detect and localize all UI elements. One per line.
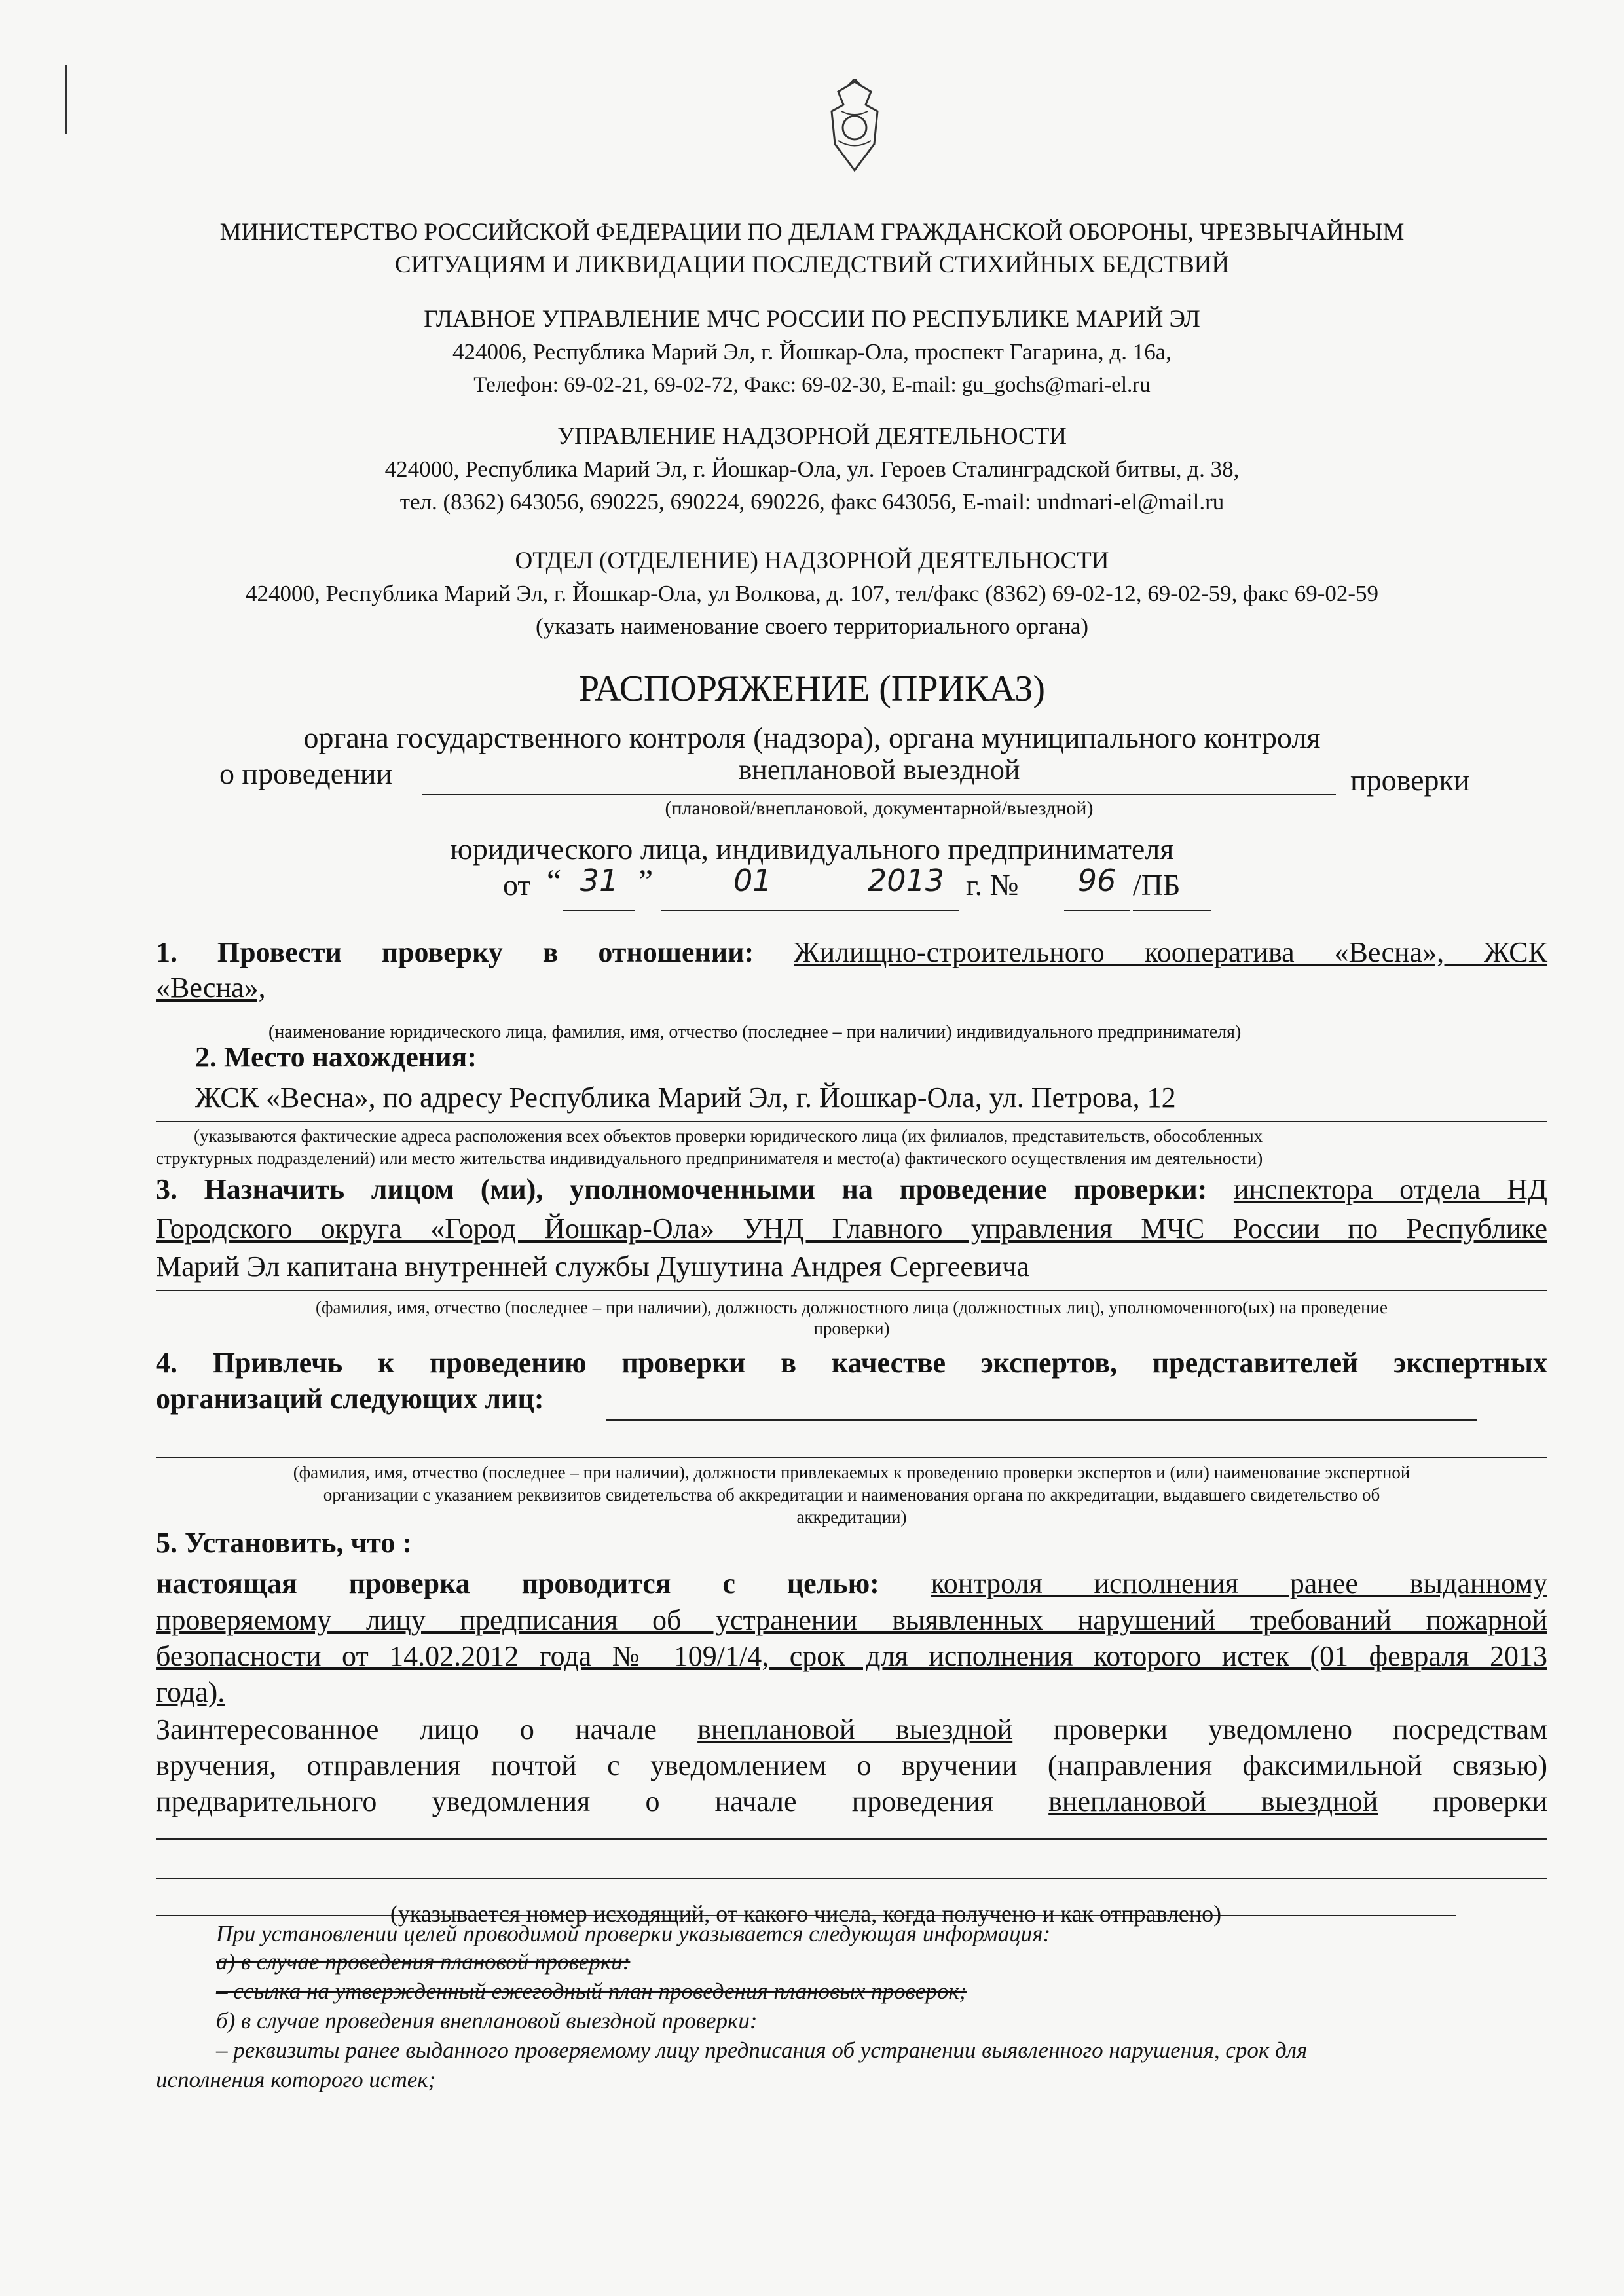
coat-of-arms-emblem [819,79,891,177]
ministry-name [79,216,1545,282]
section-4-hint-line-1: (фамилия, имя, отчество (последнее – при наличии), должности привлекаемых к проведению проверки экспертов и (или) наименование экспертной [293,1463,1411,1482]
section-3-line-1 [156,1172,1547,1207]
section-5-notice-line-1 [156,1712,1547,1747]
section-4-hint-line-3: аккредитации) [796,1507,907,1527]
section-3-value-line-1: инспектора отдела НД [1233,1173,1547,1205]
instructions-line-2: а) в случае проведения плановой проверки: [216,1949,631,1975]
section-3-hint-line-2: проверки) [813,1319,890,1338]
date-day[interactable]: 31 [580,863,619,898]
section-5-purpose-line-3: безопасности от 14.02.2012 года № 109/1/4, срок для исполнения которого истек (01 февраля 2013 [156,1640,1547,1672]
notice-line-3-b: внеплановой выездной [1048,1785,1378,1817]
notice-underline-1 [156,1838,1547,1840]
title-line-4: юридического лица, индивидуального предпринимателя [450,832,1174,866]
order-number[interactable]: 96 [1077,863,1116,898]
date-year[interactable]: 2013 [868,863,945,898]
ond-block [79,545,1545,643]
notice-underline-2 [156,1878,1547,1879]
section-3-label: 3. Назначить лицом (ми), уполномоченными на проведение проверки: [156,1173,1208,1205]
check-type-underline [422,794,1336,795]
section-5-purpose-value-1: контроля исполнения ранее выданному [931,1567,1547,1599]
instructions-line-6: исполнения которого истек; [156,2067,436,2092]
section-5-notice-hint: (указывается номер исходящий, от какого числа, когда получено и как отправлено) [390,1901,1222,1927]
number-suffix: /ПБ [1133,868,1181,902]
section-5-notice-line-3 [156,1784,1547,1819]
section-1-label: 1. Провести проверку в отношении: [156,936,754,968]
section-3-hint-line-1: (фамилия, имя, отчество (последнее – при наличии), должность должностного лица (должностных лиц), уполномоченного(ых) на проведение [316,1298,1388,1317]
gu-contacts: Телефон: 69-02-21, 69-02-72, Факс: 69-02-30, E-mail: gu_gochs@mari-el.ru [473,373,1151,397]
section-1-value-line-2: «Весна», [156,972,266,1004]
title-line-3-suffix: проверки [1350,763,1470,797]
ond-title: ОТДЕЛ (ОТДЕЛЕНИЕ) НАДЗОРНОЙ ДЕЯТЕЛЬНОСТИ [515,547,1109,574]
section-2-value: ЖСК «Весна», по адресу Республика Марий Эл, г. Йошкар-Ола, ул. Петрова, 12 [195,1082,1176,1114]
date-day-underline [563,910,635,911]
section-5-purpose-label: настоящая проверка проводится с целью: [156,1567,879,1599]
und-address: 424000, Республика Марий Эл, г. Йошкар-Ола, ул. Героев Сталинградской битвы, д. 38, [384,456,1240,482]
date-open-quote: “ [547,862,562,899]
notice-line-3-a: предварительного уведомления о начале проведения [156,1785,993,1817]
section-5-purpose-line-2: проверяемому лицу предписания об устранении выявленных нарушений требований пожарной [156,1604,1547,1636]
section-4-label-line-1: 4. Привлечь к проведению проверки в качестве экспертов, представителей экспертных [156,1347,1547,1379]
document-title: РАСПОРЯЖЕНИЕ (ПРИКАЗ) [578,668,1046,709]
date-month-year-underline [661,910,959,911]
und-contacts: тел. (8362) 643056, 690225, 690224, 690226, факс 643056, E-mail: undmari-el@mail.ru [399,489,1225,515]
section-2-hint-line-1: (указываются фактические адреса расположения всех объектов проверки юридического лица (их филиалов, представительств, обособленных [194,1126,1263,1146]
section-5-notice-line-2: вручения, отправления почтой с уведомлением о вручении (направления факсимильной связью) [156,1749,1547,1781]
section-4-underline-2 [156,1457,1547,1458]
section-1-line-1 [156,935,1547,970]
margin-mark [65,65,67,134]
section-3-underline [156,1290,1547,1291]
section-3-value-line-3: Марий Эл капитана внутренней службы Душутина Андрея Сергеевича [156,1250,1029,1283]
check-type-value[interactable]: внеплановой выездной [738,754,1020,786]
section-3-value-line-2: Городского округа «Город Йошкар-Ола» УНД Главного управления МЧС России по Республике [156,1212,1547,1245]
title-line-2: органа государственного контроля (надзора), органа муниципального контроля [303,721,1321,754]
section-2-hint-line-2: структурных подразделений) или место жительства индивидуального предпринимателя и место(а) фактического осуществления им деятельности) [156,1148,1263,1168]
gu-address: 424006, Республика Марий Эл, г. Йошкар-Ола, проспект Гагарина, д. 16а, [452,339,1172,365]
number-suffix-underline [1133,910,1211,911]
gu-block [79,303,1545,401]
section-4-hint-line-2: организации с указанием реквизитов свидетельства об аккредитации и наименования органа по аккредитации, выдавшего свидетельство об [323,1485,1380,1504]
section-5-purpose-line-1 [156,1566,1547,1601]
check-type-hint: (плановой/внеплановой, документарной/выездной) [665,797,1094,819]
section-4-underline-1 [606,1419,1477,1421]
section-1-value-line-1: Жилищно-строительного кооператива «Весна», ЖСК [794,936,1548,968]
ond-address: 424000, Республика Марий Эл, г. Йошкар-Ола, ул Волкова, д. 107, тел/факс (8362) 69-02-12, 69-02-59, факс 69-02-59 [245,581,1379,606]
instructions-line-5: – реквизиты ранее выданного проверяемому лицу предписания об устранении выявленного нарушения, срок для [216,2037,1308,2063]
section-5-label: 5. Установить, что : [156,1527,412,1559]
ond-note: (указать наименование своего территориального органа) [535,613,1089,639]
gu-title: ГЛАВНОЕ УПРАВЛЕНИЕ МЧС РОССИИ ПО РЕСПУБЛИКЕ МАРИЙ ЭЛ [424,306,1200,333]
notice-line-1-b: внеплановой выездной [697,1713,1013,1745]
instructions-line-4: б) в случае проведения внеплановой выездной проверки: [216,2008,758,2033]
date-prefix: от [503,868,531,902]
number-underline [1064,910,1130,911]
title-line-3-prefix: о проведении [219,757,393,790]
notice-line-3-c: проверки [1433,1785,1547,1817]
und-title: УПРАВЛЕНИЕ НАДЗОРНОЙ ДЕЯТЕЛЬНОСТИ [557,423,1067,450]
date-g-number: г. № [966,868,1019,902]
instructions-line-3: – ссылка на утвержденный ежегодный план проведения плановых проверок; [216,1978,967,2004]
instructions-line-1: При установлении целей проводимой проверки указывается следующая информация: [216,1921,1051,1946]
section-1-hint: (наименование юридического лица, фамилия, имя, отчество (последнее – при наличии) индивидуального предпринимателя) [268,1022,1242,1042]
section-5-purpose-line-4: года). [156,1676,225,1708]
ministry-line-1: МИНИСТЕРСТВО РОССИЙСКОЙ ФЕДЕРАЦИИ ПО ДЕЛАМ ГРАЖДАНСКОЙ ОБОРОНЫ, ЧРЕЗВЫЧАЙНЫМ [219,219,1405,246]
date-close-quote: ” [638,862,654,899]
section-2-label: 2. Место нахождения: [195,1041,477,1073]
notice-line-1-a: Заинтересованное лицо о начале [156,1713,657,1745]
ministry-line-2: СИТУАЦИЯМ И ЛИКВИДАЦИИ ПОСЛЕДСТВИЙ СТИХИЙНЫХ БЕДСТВИЙ [394,251,1230,278]
date-month[interactable]: 01 [733,863,772,898]
und-block [79,420,1545,519]
notice-line-1-c: проверки уведомлено посредствам [1053,1713,1547,1745]
section-2-underline [156,1121,1547,1122]
section-4-label-line-2: организаций следующих лиц: [156,1383,544,1415]
